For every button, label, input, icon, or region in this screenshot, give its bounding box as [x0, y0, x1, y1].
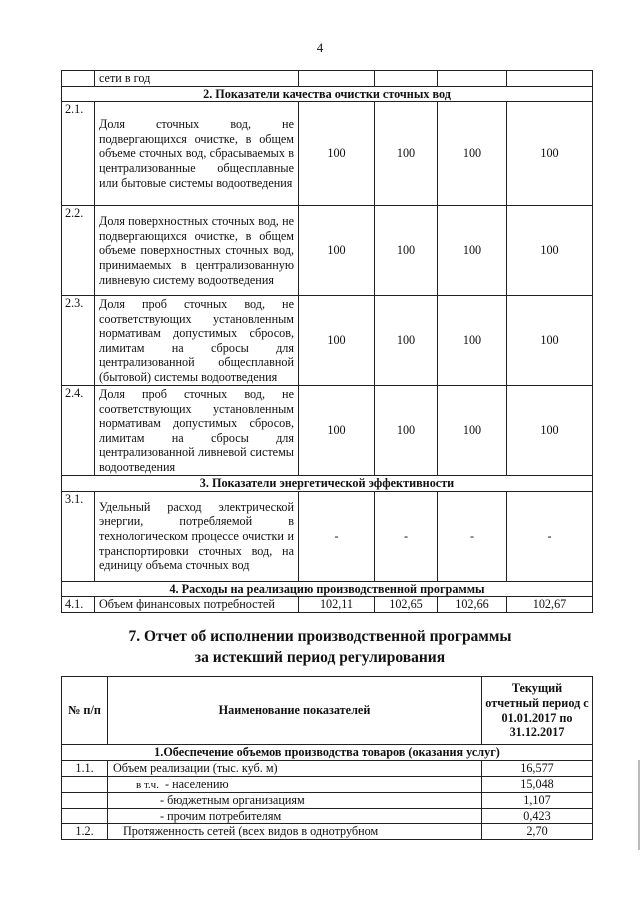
indicator-name: Объем реализации (тыс. куб. м)	[108, 761, 482, 777]
table-row	[62, 824, 593, 840]
indicator-value: 100	[375, 296, 438, 386]
indicator-value: 100	[507, 102, 593, 206]
row-number	[62, 808, 108, 824]
row-number: 3.1.	[62, 491, 95, 581]
indicator-name: Доля сточных вод, не подвергающихся очистке, в общем объеме сточных вод, сбрасываемых в централизованные общесплавные или бытовые системы водоотведения	[95, 102, 299, 206]
indicator-value: -	[299, 491, 375, 581]
indicator-name	[108, 776, 482, 793]
page-number: 4	[316, 40, 324, 55]
table-row	[62, 296, 593, 386]
indicator-value	[507, 71, 593, 87]
indicator-value: 102,66	[438, 597, 507, 613]
row-number: 2.2.	[62, 206, 95, 296]
table-row	[62, 386, 593, 476]
indicator-name: Объем финансовых потребностей	[95, 597, 299, 613]
section-heading: 3. Показатели энергетической эффективности	[62, 476, 593, 492]
row-number	[62, 793, 108, 809]
indicator-value: 100	[438, 296, 507, 386]
section-heading: 2. Показатели качества очистки сточных вод	[62, 86, 593, 102]
row-number: 1.2.	[62, 824, 108, 840]
row-number	[62, 71, 95, 87]
row-number: 2.4.	[62, 386, 95, 476]
indicator-value: 102,67	[507, 597, 593, 613]
indicator-value: 102,11	[299, 597, 375, 613]
indicator-value: -	[375, 491, 438, 581]
indicator-name: Доля проб сточных вод, не соответствующих установленным нормативам допустимых сбросов, лимитам на сбросы для централизованной ливневой системы водоотведения	[95, 386, 299, 476]
header-num: № п/п	[62, 677, 108, 745]
section-heading: 1.Обеспечение объемов производства товаров (оказания услуг)	[62, 745, 593, 761]
row-number: 4.1.	[62, 597, 95, 613]
table-row	[62, 776, 593, 793]
indicator-value: 2,70	[482, 824, 593, 840]
indicator-name: Доля поверхностных сточных вод, не подвергающихся очистке, в общем объеме поверхностных сточных вод, принимаемых в централизованную ливневую систему водоотведения	[95, 206, 299, 296]
section-title-line1: 7. Отчет об исполнении производственной программы	[128, 628, 512, 645]
indicator-value: 100	[375, 386, 438, 476]
table-row	[62, 793, 593, 809]
table-row	[62, 206, 593, 296]
indicator-value: 100	[299, 102, 375, 206]
table-row	[62, 761, 593, 777]
indicator-value: 100	[375, 206, 438, 296]
row-number: 2.3.	[62, 296, 95, 386]
indicator-value: 0,423	[482, 808, 593, 824]
indicator-value: 100	[438, 206, 507, 296]
row-number: 2.1.	[62, 102, 95, 206]
table-row	[62, 808, 593, 824]
row-number: 1.1.	[62, 761, 108, 777]
section-row	[62, 86, 593, 102]
indicator-value: 102,65	[375, 597, 438, 613]
indicator-name: Протяженность сетей (всех видов в однотрубном	[108, 824, 482, 840]
table-row	[62, 102, 593, 206]
indicator-value: 100	[438, 386, 507, 476]
indicator-value: 16,577	[482, 761, 593, 777]
indicator-name: сети в год	[95, 71, 299, 87]
indicator-value: 100	[507, 206, 593, 296]
indicator-label: - населению	[164, 776, 229, 791]
section-heading: 4. Расходы на реализацию производственной программы	[62, 581, 593, 597]
indicators-table	[61, 70, 593, 613]
indicator-value: 100	[507, 296, 593, 386]
indicator-name: - бюджетным организациям	[108, 793, 482, 809]
indicator-value: -	[438, 491, 507, 581]
report-table	[61, 676, 593, 840]
indicator-value	[299, 71, 375, 87]
indicator-value: 100	[438, 102, 507, 206]
indicator-value: 1,107	[482, 793, 593, 809]
header-name: Наименование показателей	[108, 677, 482, 745]
indicator-value	[375, 71, 438, 87]
indicator-value: 100	[375, 102, 438, 206]
indicator-value: 100	[299, 296, 375, 386]
section-row	[62, 581, 593, 597]
indicator-prefix: в т.ч.	[136, 778, 159, 791]
section-row	[62, 745, 593, 761]
table-row	[62, 597, 593, 613]
indicator-value: 100	[299, 206, 375, 296]
indicator-name: Удельный расход электрической энергии, потребляемой в технологическом процессе очистки и транспортировки сточных вод, на единицу объема сточных вод	[95, 491, 299, 581]
indicator-value: 100	[507, 386, 593, 476]
table-row	[62, 491, 593, 581]
section-row	[62, 476, 593, 492]
table-row	[62, 71, 593, 87]
indicator-value	[438, 71, 507, 87]
section-title-line2: за истекший период регулирования	[194, 649, 446, 666]
indicator-value: 15,048	[482, 776, 593, 793]
indicator-value: -	[507, 491, 593, 581]
section-title	[0, 626, 640, 668]
indicator-value: 100	[299, 386, 375, 476]
header-row	[62, 677, 593, 745]
indicator-name: Доля проб сточных вод, не соответствующих установленным нормативам допустимых сбросов, лимитам на сбросы для централизованной общесплавной (бытовой) системы водоотведения	[95, 296, 299, 386]
header-period: Текущий отчетный период с 01.01.2017 по 31.12.2017	[482, 677, 593, 745]
row-number	[62, 776, 108, 793]
indicator-name: - прочим потребителям	[108, 808, 482, 824]
